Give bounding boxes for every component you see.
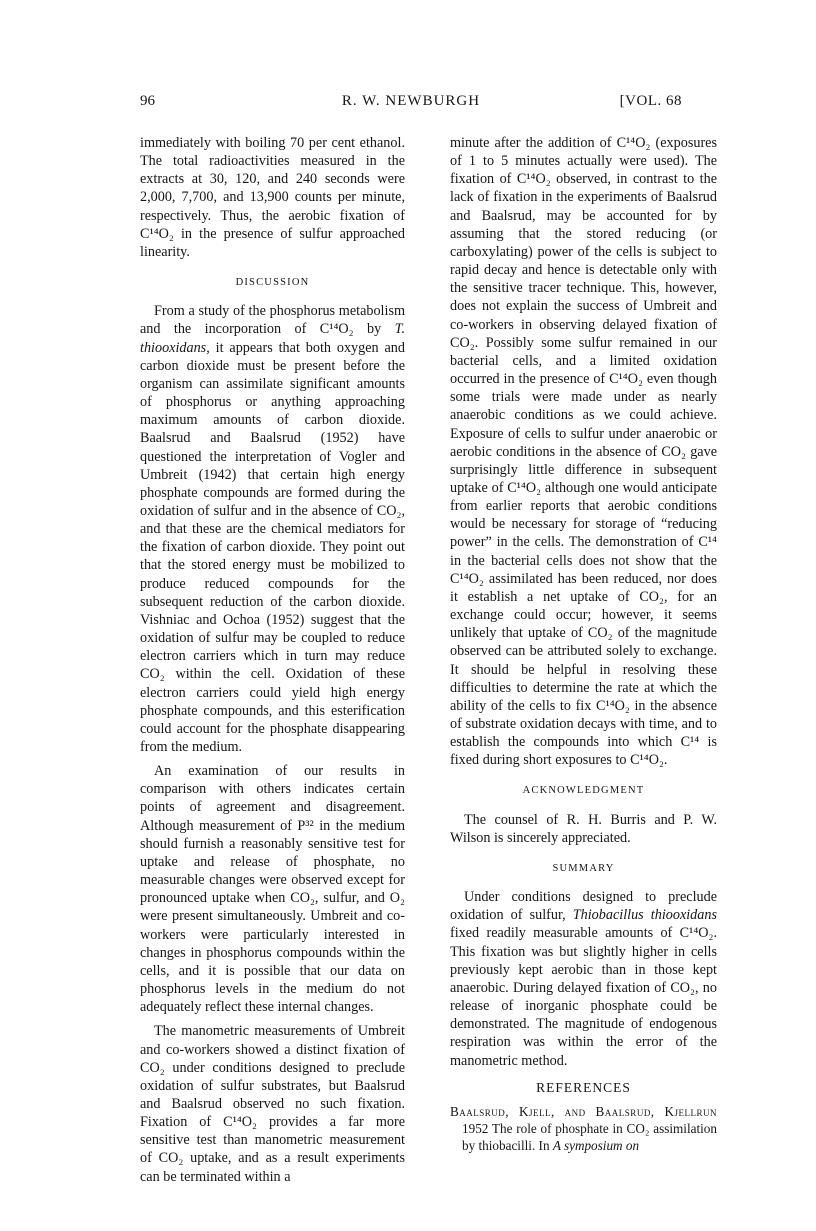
species-name: Thiobacillus thiooxidans: [572, 907, 717, 924]
paragraph-discussion-1: [140, 302, 405, 756]
paragraph-text: From a study of the phosphorus metabolism and the incorporation of C¹⁴O₂ by: [140, 303, 405, 338]
reference-entry: [450, 1103, 717, 1154]
reference-authors: Baalsrud, Kjell, and Baalsrud, Kjellrun: [450, 1103, 717, 1119]
summary-heading: SUMMARY: [552, 862, 615, 874]
paragraph-text: , it appears that both oxygen and carbon dioxide must be present before the organism can assimilate significant amounts of phosphorus or anything approaching maximum amounts of carbon dioxide. Baalsrud and Baalsrud (1952) have questioned the interpretation of Vogler and Umbreit (1942) that certain high energy phosphate compounds are formed during the oxidation of sulfur and in the absence of CO₂, and that these are the chemical mediators for the fixation of carbon dioxide. They point out that the stored energy must be mobilized to produce reduced compounds for the subsequent reduction of the carbon dioxide. Vishniac and Ochoa (1952) suggest that the oxidation of sulfur may be coupled to reduce electron carriers which in turn may reduce CO₂ within the cell. Oxidation of these electron carriers could yield high energy phosphate compounds, and this esterification could account for the phosphate disappearing from the medium.: [140, 339, 405, 755]
running-author: R. W. NEWBURGH: [341, 93, 481, 109]
paragraph-discussion-2: An examination of our results in comparison with others indicates certain points of agreement and disagreement. Although measurement of P³² in the medium should furnish a reasonably sensitive test for uptake and release of phosphate, no measurable changes were observed except for pronounced uptake when CO₂, sulfur, and O₂ were present simultaneously. Umbreit and co-workers were particularly interested in changes in phosphorus compounds within the cells, and it is possible that our data on phosphorus levels in the medium do not adequately reflect these internal changes.: [140, 763, 405, 1016]
reference-title: A symposium on: [552, 1137, 640, 1153]
reference-text: 1952 The role of phosphate in CO₂ assimilation by thiobacilli. In: [462, 1120, 717, 1153]
paragraph-text: Under conditions designed to preclude oxidation of sulfur,: [450, 889, 717, 924]
paragraph-discussion-3: The manometric measurements of Umbreit and co-workers showed a distinct fixation of CO₂ under conditions designed to preclude oxidation of sulfur substrates, but Baalsrud and Baalsrud observed no such fixation. Fixation of C¹⁴O₂ provides a far more sensitive test than manometric measurement of CO₂ uptake, and as a result experiments can be terminated within a: [140, 1023, 405, 1185]
paragraph-results-end: immediately with boiling 70 per cent ethanol. The total radioactivities measured in the extracts at 30, 120, and 240 seconds were 2,000, 7,700, and 13,900 counts per minute, respectively. Thus, the aerobic fixation of C¹⁴O₂ in the presence of sulfur approached linearity.: [140, 135, 405, 260]
running-header: [140, 93, 682, 115]
acknowledgment-text: The counsel of R. H. Burris and P. W. Wilson is sincerely appreciated.: [450, 811, 717, 846]
species-name: T. thiooxidans: [140, 321, 405, 356]
discussion-heading: DISCUSSION: [235, 277, 310, 289]
acknowledgment-heading: ACKNOWLEDGMENT: [522, 785, 645, 797]
page-number: 96: [140, 93, 155, 109]
references-heading: REFERENCES: [536, 1079, 631, 1095]
left-column: [140, 134, 405, 1186]
summary-text: [450, 888, 717, 1070]
paragraph-text: fixed readily measurable amounts of C¹⁴O₂. This fixation was but slightly higher in cells previously kept aerobic than in those kept anaerobic. During delayed fixation of CO₂, no release of inorganic phosphate could be demonstrated. The magnitude of endogenous respiration was within the error of the manometric method.: [450, 925, 717, 1069]
right-column: [450, 134, 717, 1154]
paragraph-discussion-continued: minute after the addition of C¹⁴O₂ (exposures of 1 to 5 minutes actually were used). The fixation of C¹⁴O₂ observed, in contrast to the lack of fixation in the experiments of Baalsrud and Baalsrud, may be accounted for by assuming that the stored reducing (or carboxylating) power of the cells is subject to rapid decay and hence is detectable only with the sensitive tracer technique. This, however, does not explain the success of Umbreit and co-workers in observing delayed fixation of CO₂. Possibly some sulfur remained in our bacterial cells, and a limited oxidation occurred in the presence of C¹⁴O₂ even though some trials were made under as nearly anaerobic conditions as we could achieve. Exposure of cells to sulfur under anaerobic or aerobic conditions in the absence of CO₂ gave surprisingly little difference in subsequent uptake of C¹⁴O₂ although one would anticipate from earlier reports that aerobic conditions would be necessary for storage of “reducing power” in the cells. The demonstration of C¹⁴ in the bacterial cells does not show that the C¹⁴O₂ assimilated has been reduced, nor does it establish a net uptake of CO₂, for an exchange could occur; however, it seems unlikely that uptake of CO₂ of the magnitude observed can be attributed solely to exchange. It should be helpful in resolving these difficulties to determine the rate at which the ability of the cells to fix C¹⁴O₂ in the absence of substrate oxidation decays with time, and to establish the compounds into which C¹⁴ is fixed during short exposures to C¹⁴O₂.: [450, 135, 717, 769]
volume-label: [VOL. 68: [619, 93, 682, 109]
